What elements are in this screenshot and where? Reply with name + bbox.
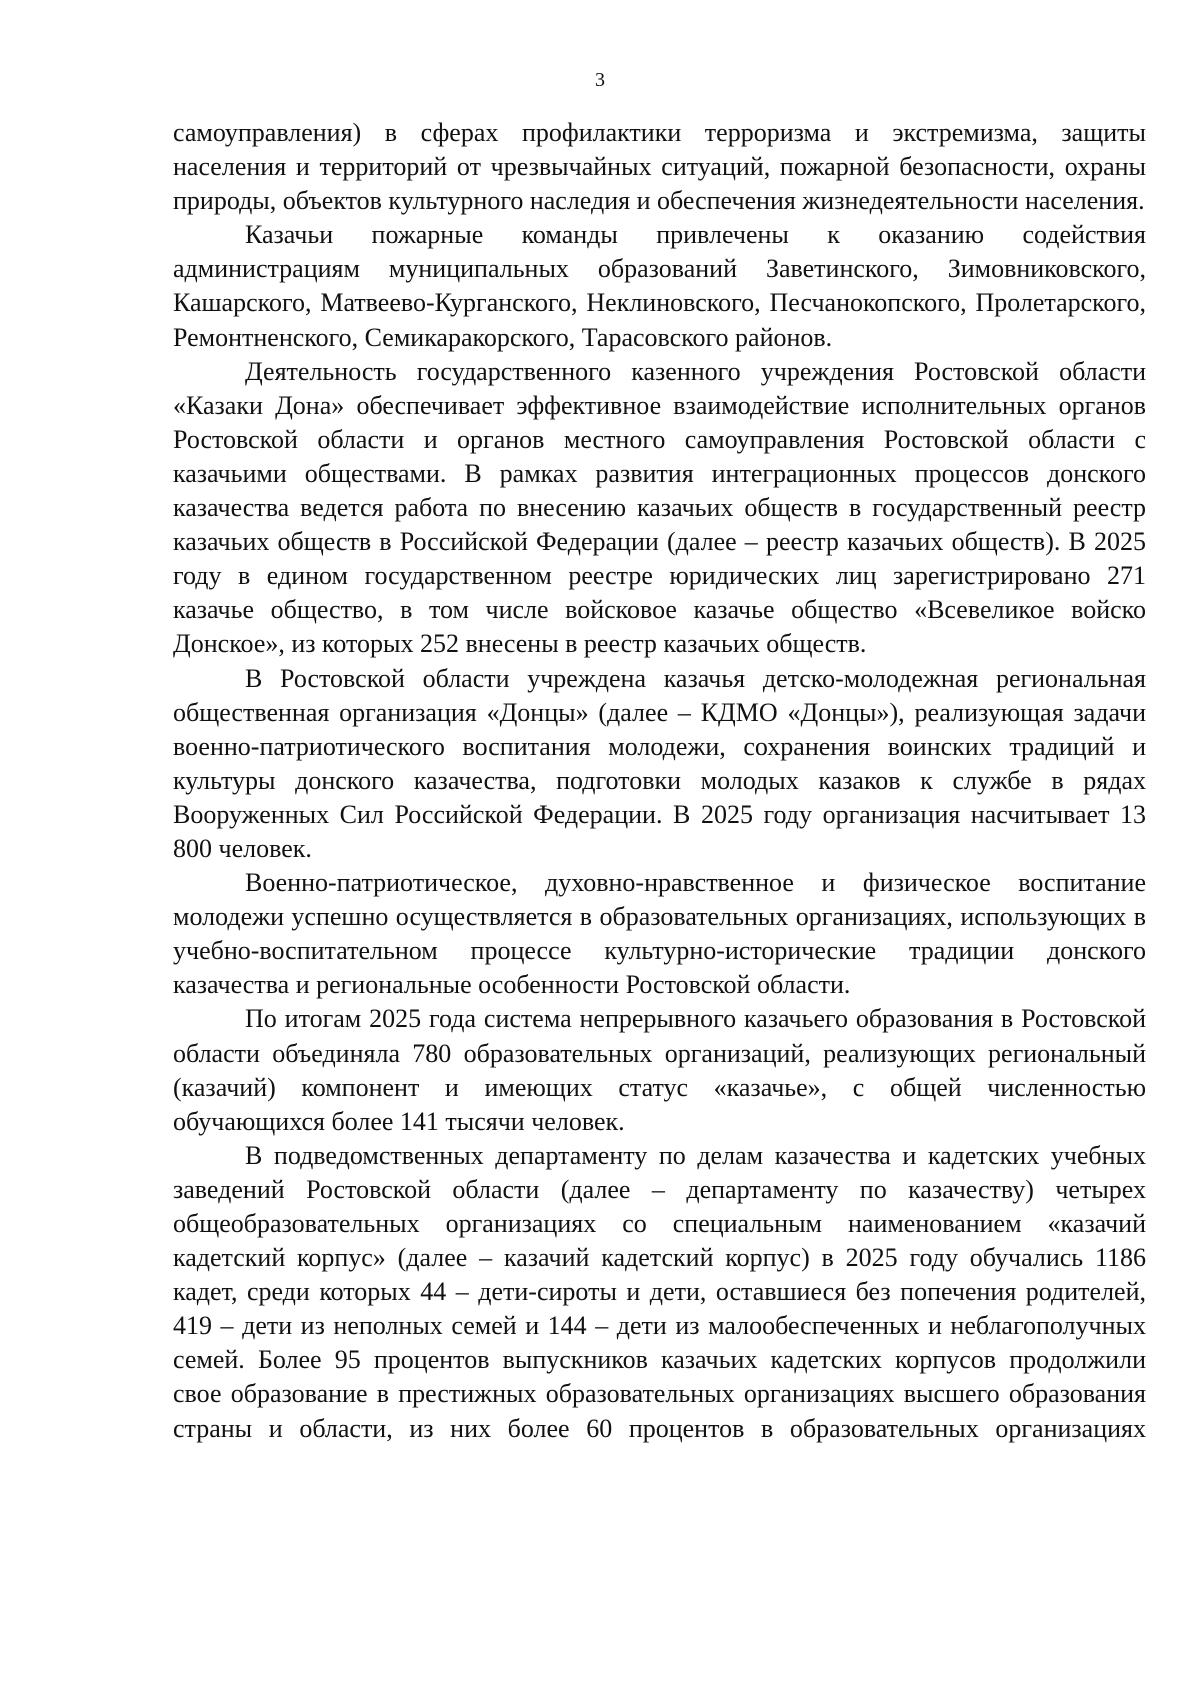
paragraph-cossack-education-system: По итогам 2025 года система непрерывного казачьего образования в Ростовской области объединяла 780 образовательных организаций, реализующих региональный (казачий) компонент и имеющих статус «казачье», с общей численностью обучающихся более 141 тысячи человек. — [173, 1004, 1146, 1136]
page-number: 3 — [595, 69, 605, 91]
paragraph-kdmo-dontsy: В Ростовской области учреждена казачья детско-молодежная региональная общественная организация «Донцы» (далее – КДМО «Донцы»), реализующая задачи военно-патриотического воспитания молодежи, сохранения воинских традиций и культуры донского казачества, подготовки молодых казаков к службе в рядах Вооруженных Сил Российской Федерации. В 2025 году организация насчитывает 13 800 человек. — [173, 663, 1146, 863]
paragraph-fire-teams: Казачьи пожарные команды привлечены к оказанию содействия администрациям муниципальных образований Заветинского, Зимовниковского, Кашарского, Матвеево-Курганского, Неклиновского, Песчанокопского, Пролетарского, Ремонтненского, Семикаракорского, Тарасовского районов. — [173, 220, 1146, 352]
paragraph-continuation: самоуправления) в сферах профилактики терроризма и экстремизма, защиты населения и территорий от чрезвычайных ситуаций, пожарной безопасности, охраны природы, объектов культурного наследия и обеспечения жизнедеятельности населения. — [173, 118, 1146, 216]
document-body — [173, 116, 1146, 1446]
paragraph-patriotic-education: Военно-патриотическое, духовно-нравственное и физическое воспитание молодежи успешно осуществляется в образовательных организациях, использующих в учебно-воспитательном процессе культурно-исторические традиции донского казачества и региональные особенности Ростовской области. — [173, 868, 1146, 1000]
paragraph-kazaki-dona: Деятельность государственного казенного учреждения Ростовской области «Казаки Дона» обеспечивает эффективное взаимодействие исполнительных органов Ростовской области и органов местного самоуправления Ростовской области с казачьими обществами. В рамках развития интеграционных процессов донского казачества ведется работа по внесению казачьих обществ в государственный реестр казачьих обществ в Российской Федерации (далее – реестр казачьих обществ). В 2025 году в едином государственном реестре юридических лиц зарегистрировано 271 казачье общество, в том числе войсковое казачье общество «Всевеликое войско Донское», из которых 252 внесены в реестр казачьих обществ. — [173, 356, 1146, 659]
paragraph-cadet-corps: В подведомственных департаменту по делам казачества и кадетских учебных заведений Ростовской области (далее – департаменту по казачеству) четырех общеобразовательных организациях со специальным наименованием «казачий кадетский корпус» (далее – казачий кадетский корпус) в 2025 году обучались 1186 кадет, среди которых 44 – дети-сироты и дети, оставшиеся без попечения родителей, 419 – дети из неполных семей и 144 – дети из малообеспеченных и неблагополучных семей. Более 95 процентов выпускников казачьих кадетских корпусов продолжили свое образование в престижных образовательных организациях высшего образования страны и области, из них более 60 процентов в образовательных организациях — [173, 1140, 1146, 1443]
